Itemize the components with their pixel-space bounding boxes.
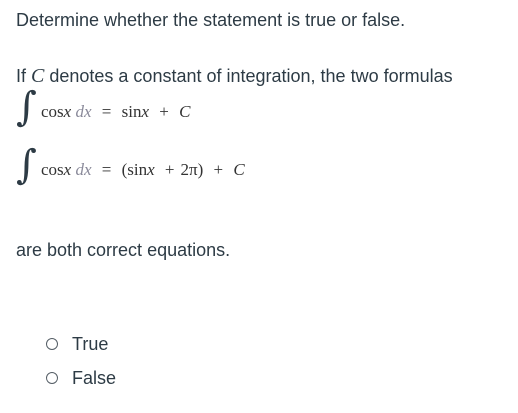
option-false[interactable] xyxy=(46,366,116,390)
equation-expression xyxy=(41,101,190,123)
differential: dx xyxy=(75,160,92,179)
rhs-variable: x xyxy=(141,102,149,121)
intro-text-after: denotes a constant of integration, the two formulas xyxy=(44,66,453,86)
question-prompt: Determine whether the statement is true or false. xyxy=(16,10,406,30)
question-intro xyxy=(16,65,453,87)
plus-sign: + xyxy=(213,160,224,179)
integrand-function: cos xyxy=(41,102,64,121)
answer-options xyxy=(46,332,116,400)
option-label-false: False xyxy=(72,367,117,388)
plus-sign: + xyxy=(159,102,169,121)
intro-text-before: If xyxy=(16,66,32,86)
rhs-function: sin xyxy=(121,102,142,121)
differential: dx xyxy=(75,102,92,121)
rhs-open-function: (sin xyxy=(121,160,148,179)
integrand-variable: x xyxy=(63,160,72,179)
rhs-constant: C xyxy=(179,102,191,121)
inner-plus-sign: + xyxy=(164,160,175,179)
radio-button-false[interactable] xyxy=(46,372,58,384)
constant-variable: C xyxy=(31,65,45,87)
integral-sign: ∫ xyxy=(16,84,37,130)
integral-sign: ∫ xyxy=(16,142,37,188)
option-true[interactable] xyxy=(46,332,116,356)
equation-expression xyxy=(41,159,245,181)
equals-sign: = xyxy=(101,160,112,179)
rhs-constant: C xyxy=(233,160,245,179)
rhs-term: 2π) xyxy=(180,160,204,179)
question-closing: are both correct equations. xyxy=(16,240,231,260)
integrand-variable: x xyxy=(63,102,72,121)
equals-sign: = xyxy=(101,102,112,121)
integrand-function: cos xyxy=(41,160,64,179)
option-label-true: True xyxy=(72,333,109,354)
radio-button-true[interactable] xyxy=(46,338,58,350)
rhs-variable: x xyxy=(147,160,155,179)
